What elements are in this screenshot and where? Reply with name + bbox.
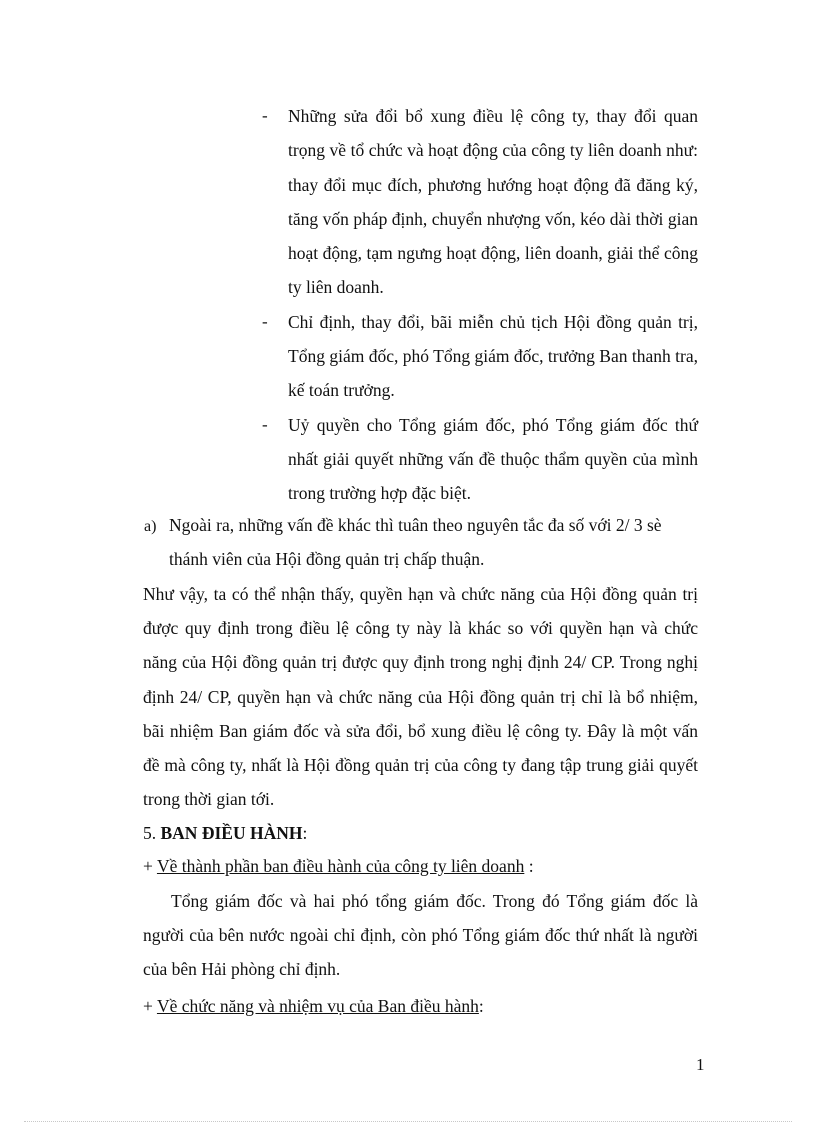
subheading-composition	[143, 849, 534, 883]
subheading-prefix: +	[143, 996, 157, 1016]
subheading-title: Về chức năng và nhiệm vụ của Ban điều hành	[156, 996, 479, 1016]
bullet-text: Những sửa đổi bổ xung điều lệ công ty, thay đổi quan trọng về tổ chức và hoạt động của công ty liên doanh như: thay đổi mục đích, phương hướng hoạt động đã đăng ký, tăng vốn pháp định, chuyển nhượng vốn, kéo dài thời gian hoạt động, tạm ngưng hoạt động, liên doanh, giải thể công ty liên doanh.	[288, 106, 698, 298]
bullet-item	[262, 99, 698, 305]
footer-divider	[24, 1121, 792, 1122]
bullet-text: Chỉ định, thay đổi, bãi miễn chủ tịch Hội đồng quản trị, Tổng giám đốc, phó Tổng giám đốc, trưởng Ban thanh tra, kế toán trưởng.	[288, 311, 698, 401]
body-paragraph: Như vậy, ta có thể nhận thấy, quyền hạn và chức năng của Hội đồng quản trị được quy định trong điều lệ công ty này là khác so với quyền hạn và chức năng của Hội đồng quản trị được quy định trong nghị định 24/ CP. Trong nghị định 24/ CP, quyền hạn và chức năng của Hội đồng quản trị chỉ là bổ nhiệm, bãi nhiệm Ban giám đốc và sửa đổi, bổ xung điều lệ công ty. Đây là một vấn đề mà công ty, nhất là Hội đồng quản trị của công ty đang tập trung giải quyết trong thời gian tới.	[143, 584, 698, 810]
subheading-functions	[143, 989, 484, 1023]
bullet-dash: -	[262, 311, 268, 331]
list-item-text: Ngoài ra, những vấn đề khác thì tuân theo nguyên tắc đa số với 2/ 3 sè thánh viên của Hội đồng quản trị chấp thuận.	[169, 515, 662, 569]
bullet-list	[262, 99, 698, 511]
section-title: BAN ĐIỀU HÀNH	[160, 823, 303, 843]
subheading-title: Về thành phần ban điều hành của công ty liên doanh	[156, 856, 525, 876]
section-heading	[143, 816, 307, 850]
body-paragraph-2: Tổng giám đốc và hai phó tổng giám đốc. Trong đó Tổng giám đốc là người của bên nước ngoài chỉ định, còn phó Tổng giám đốc thứ nhất là người của bên Hải phòng chỉ định.	[143, 891, 698, 980]
list-marker: a)	[144, 518, 157, 535]
section-number: 5.	[143, 823, 161, 843]
page-number: 1	[696, 1055, 705, 1074]
bullet-dash: -	[262, 414, 268, 434]
section-suffix: :	[302, 823, 308, 843]
bullet-text: Uỷ quyền cho Tổng giám đốc, phó Tổng giám đốc thứ nhất giải quyết những vấn đề thuộc thẩm quyền của mình trong trường hợp đặc biệt.	[288, 414, 698, 504]
bullet-item	[262, 408, 698, 511]
bullet-item	[262, 305, 698, 408]
bullet-dash: -	[262, 106, 268, 125]
subheading-suffix: :	[524, 856, 534, 876]
subheading-prefix: +	[143, 856, 157, 876]
subheading-suffix: :	[478, 996, 484, 1016]
list-item-a	[140, 508, 700, 576]
